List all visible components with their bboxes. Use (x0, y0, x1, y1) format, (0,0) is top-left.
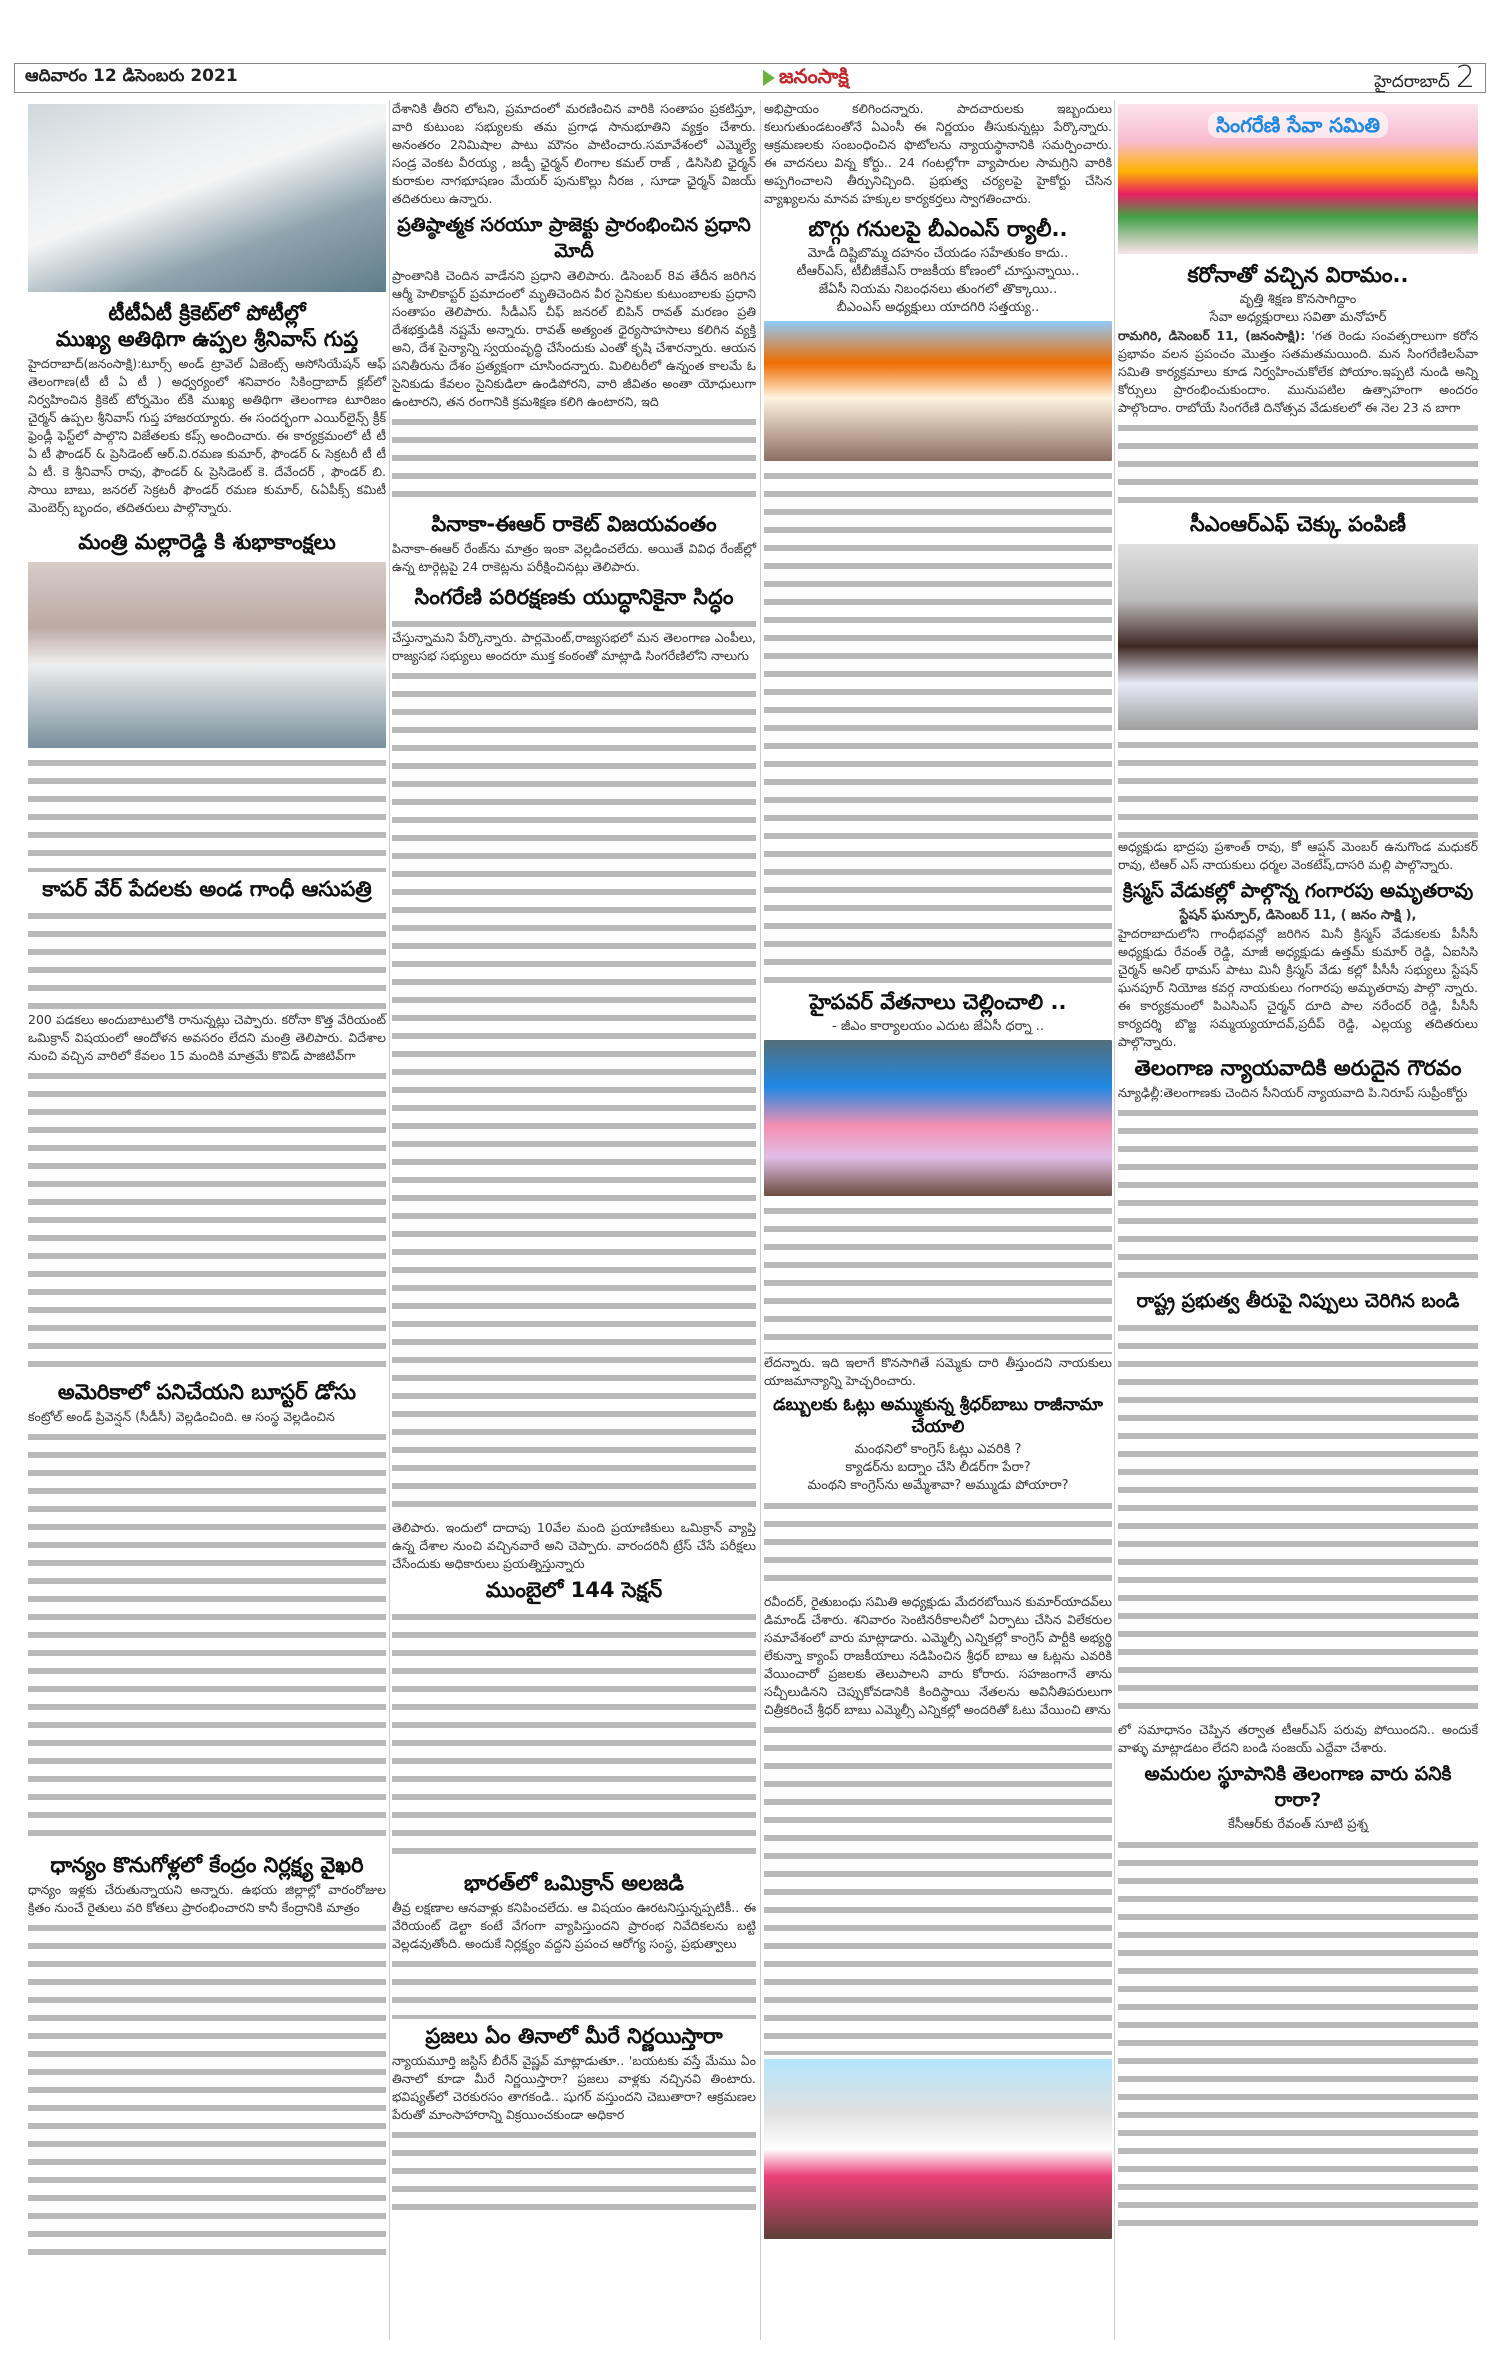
subheading: - జీఎం కార్యాలయం ఎదుట జేఏసీ ధర్నా .. (832, 1019, 1044, 1034)
minister-greeting-photo (28, 562, 386, 748)
subheading: జేఏసీ నియమ నిబంధనలు తుంగలో తొక్కాయి.. (818, 282, 1058, 297)
article-body (392, 540, 756, 580)
column-1 (28, 0, 386, 2261)
headline-bandi-sanjay: రాష్ట్ర ప్రభుత్వ తీరుపై నిప్పులు చెరిగిన బండి (1136, 1290, 1460, 1312)
article-body (1118, 1317, 1478, 1757)
headline-corona-break: కరోనాతో వచ్చిన విరామం.. (1187, 263, 1409, 287)
article-text: దేశానికి తీరని లోటని, ప్రమాదంలో మరణించిన వారికి సంతాపం ప్రకటిస్తూ, వారి కుటుంబ సభ్యులకు తమ ప్రగాఢ సానుభూతిని వ్యక్తం చేశారు. అనంతరం 2నిమిషాల పాటు మౌనం పాటించారు.సమావేశంలో ఎమ్మెల్యే సండ్ర వెంకట వీరయ్య , జడ్పీ ఛైర్మన్ లింగాల కమల్ రాజ్ , డిసిసిబి ఛైర్మన్ కురాకుల నాగభూషణం మేయర్ పునుకొల్లు నీరజ , సూడా ఛైర్మన్ విజయ్ తదితరులు ఉన్నారు. (392, 101, 756, 206)
text-lines (764, 1721, 1112, 2055)
article-body (1118, 734, 1478, 874)
article-body (1118, 1084, 1478, 1284)
text-lines (764, 1202, 1112, 1354)
subheadings (764, 1441, 1112, 1495)
article-text: ప్రాంతానికి చెందిన వాడేనని ప్రధాని తెలిపారు. డిసెంబర్ 8వ తేదీన జరిగిన ఆర్మీ హెలికాప్టర్ ప్రమాదంలో మృతిచెందిన వీర సైనికుల కుటుంబాలకు ప్రధాని సంతాపం తెలిపారు. సీడీఎస్ చీఫ్ జనరల్ బిపిన్ రావత్ మరణం ప్రతి దేశభక్తుడికి నష్టమే అన్నారు. రావత్ అత్యంత ధైర్యసాహసాలు కలిగిన వ్యక్తి అని, దేశ సైన్యాన్ని స్వయంవృద్ధి చేసేందుకు ఎంతో కృషి చేశారన్నారు. ఆయన పనితీరును దేశం ప్రత్యక్షంగా చూసిందన్నారు. మిలిటరీలో ఉన్నంత కాలమే ఓ సైనికుడు కేవలం సైనికుడిలా ఉండిపోరని, వారి జీవితం అంతా యోధులుగా ఉంటారని, తన రంగానికి క్రమశిక్షణ కలిగి ఉంటారని, ఇది (392, 268, 756, 409)
article-body (28, 355, 386, 525)
subheading: క్యాడర్‌ను బద్నాం చేసి లీడర్‌గా పేరా? (845, 1460, 1031, 1475)
subheadings (1118, 291, 1478, 327)
article-body (764, 1200, 1112, 1390)
article-body (392, 613, 756, 1573)
headline-booster-dose: అమెరికాలో పనిచేయని బూస్టర్ డోసు (57, 1380, 357, 1404)
seva-samithi-photo (1118, 104, 1478, 254)
subheading: సేవా అధ్యక్షురాలు సవితా మనోహర్ (1209, 310, 1387, 325)
text-lines (764, 1497, 1112, 1593)
article-body (392, 1899, 756, 2019)
text-lines (392, 667, 756, 1519)
logo-text: జనంసాక్షి (778, 63, 849, 88)
article-body (1118, 327, 1478, 507)
headline-omicron-india: భారత్‌లో ఒమిక్రాన్ అలజడి (464, 1871, 684, 1895)
headline-food-choice: ప్రజలు ఏం తినాలో మీరే నిర్ణయిస్తారా (425, 2024, 723, 2048)
article-text: తీవ్ర లక్షణాల ఆనవాళ్లు కనిపించలేదు. ఆ విషయం ఊరటనిస్తున్నప్పటికీ.. ఈ వేరియంట్ డెల్టా కంటే వేగంగా వ్యాపిస్తుందని ప్రారంభ నివేదికలను బట్టి వెల్లడవుతోంది. అందుకే నిర్లక్ష్యం వద్దని ప్రపంచ ఆరోగ్య సంస్థ, ప్రభుత్వాలు (392, 1900, 756, 1951)
article-text: కంట్రోల్ అండ్ ప్రివెన్షన్ (సీడీసీ) వెల్లడించింది. ఆ సంస్థ వెల్లడించిన (28, 1409, 335, 1424)
headline-bms-rally: బొగ్గు గనులపై బీఎంఎస్ ర్యాలీ.. (808, 217, 1068, 241)
subheading: వృత్తి శిక్షణ కొనసాగిద్దాం (1239, 292, 1357, 307)
article-body (28, 752, 386, 872)
article-text: న్యూఢిల్లీ:తెలంగాణకు చెందిన సీనియర్ న్యాయవాది పి.నిరూప్ సుప్రీంకోర్టు (1118, 1085, 1468, 1100)
article-body (392, 2052, 756, 2212)
text-lines (1118, 1104, 1478, 1284)
press-meet-photo (764, 2059, 1112, 2239)
dateline: రామగిరి, డిసెంబర్ 11, (జనంసాక్షి): (1118, 328, 1306, 343)
subheading: మంథని కాంగ్రెస్‌ను అమ్మేశావా? అమ్ముడు పోయారా? (807, 1478, 1069, 1493)
article-text: 'గత రెండు సంవత్సరాలుగా కరోన ప్రభావం వలన ప్రపంచం మొత్తం సతమతమయింది. మన సింగరేణిలసేవా సమితి కార్యక్రమాలు కూడ నిర్వహించుకోలేక పోయాం.ఇప్పటి నుండి అన్ని కోర్సులు ప్రారంభించుకుందాం. మునుపటిల ఉత్సాహంగా అందరం పాల్గొందాం. రాబోయే సింగరేణి దినోత్సవ వేడుకలలో ఈ నెల 23 న బాగా (1118, 328, 1479, 415)
jac-dharna-photo (764, 1040, 1112, 1196)
article-body (392, 1606, 756, 1866)
article-text: తెలిపారు. ఇందులో దాదాపు 10వేల మంది ప్రయాణికులు ఒమిక్రాన్ వ్యాప్తి ఉన్న దేశాల నుంచి వచ్చినవారే అని చెప్పారు. వారందరినీ ట్రేస్ చేసే పరీక్షలు చేసేందుకు అధికారులు ప్రయత్నిస్తున్నారు (392, 1520, 756, 1571)
subheading: కేసీఆర్‌కు రేవంత్ సూటి ప్రశ్న (1228, 1817, 1368, 1832)
article-body (764, 465, 1112, 985)
article-text: న్యాయమూర్తి జస్టిస్ బీరేన్ వైష్ణవ్ మాట్లాడుతూ.. 'బయటకు వస్తే మేము ఏం తినాలో కూడా మీరే నిర్ణయిస్తారా? ప్రజలు వాళ్లకు నచ్చినవి తింటారు. భవిష్యత్‌లో చెరకురసం తాగకండి.. షుగర్ వస్తుందని చెబుతారా? ఆక్రమణల పేరుతో మాంసాహారాన్ని విక్రయించకుండా అధికార (392, 2053, 756, 2122)
cmrf-cheque-photo (1118, 544, 1478, 730)
text-lines (764, 467, 1112, 985)
article-text: అధ్యక్షుడు భాద్రపు ప్రశాంత్ రావు, కో ఆప్షన్ మెంబర్ ఉనుగొండ మధుకర్ రావు, టిఆర్ ఎస్ నాయకులు ధర్మల వెంకటేష్,దాసరి మల్లి పాల్గొన్నారు. (1118, 839, 1478, 872)
headline-line-1: టీటీఏటీ క్రికెట్‌లో పోటీల్లో (108, 301, 306, 325)
article-body (392, 100, 756, 208)
headline-cmrf-cheque: సీఎంఆర్ఎఫ్ చెక్కు పంపిణీ (1190, 512, 1406, 536)
headline-sridhar-babu: డబ్బులకు ఓట్లు అమ్ముకున్న శ్రీధర్‌బాబు రాజీనామా చేయాలి (773, 1395, 1103, 1437)
article-text: 200 పడకలు అందుబాటులోకి రానున్నట్లు చెప్పారు. కరోనా కొత్త వేరియంట్ ఒమిక్రాన్ విషయంలో ఆందోళన అవసరం లేదని మంత్రి తెలిపారు. విదేశాల నుంచి వచ్చిన వారిలో కేవలం 15 మందికి మాత్రమే కొవిడ్ పాజిటివ్‌గా (28, 1012, 386, 1063)
headline-pinaka-rocket: పినాకా-ఈఆర్ రాకెట్ విజయవంతం (431, 512, 717, 536)
subheadings (764, 245, 1112, 317)
headline-grain-procurement: ధాన్యం కొనుగోళ్లలో కేంద్రం నిర్లక్ష్య వైఖరి (50, 1853, 364, 1877)
headline-ttat-cricket (28, 300, 386, 352)
text-lines (28, 754, 386, 872)
text-lines (1118, 736, 1478, 838)
article-text: లో సమాధానం చెప్పిన తర్వాత టీఆర్ఎస్ పరువు పోయిందని.. అందుకే వాళ్ళు మాట్లాడటం లేదని బండి సంజయ్ ఎద్దేవా చేశారు. (1118, 1722, 1478, 1755)
column-2 (392, 0, 756, 2212)
article-body (764, 1495, 1112, 2055)
column-4 (1118, 0, 1478, 2234)
article-body (1118, 1834, 1478, 2234)
issue-date: ఆదివారం 12 డిసెంబరు 2021 (25, 66, 238, 86)
subheading: మంథనిలో కాంగ్రెస్ ఓట్లు ఎవరికి ? (854, 1442, 1022, 1457)
photo-banner: సింగరేణి సేవా సమితి (1208, 112, 1388, 138)
text-lines (28, 907, 386, 1011)
headline-high-power-wages: హైపవర్ వేతనాలు చెల్లించాలి .. (809, 990, 1067, 1014)
article-body (392, 267, 756, 507)
article-text: రవీందర్, రైతుబంధు సమితి అధ్యక్షుడు మేదరబోయిన కుమార్‌యాదవ్‌లు డిమాండ్ చేశారు. శనివారం సెంటినరీకాలనీలో ఏర్పాటు చేసిన విలేకరుల సమావేశంలో వారు మాట్లాడారు. ఎమ్మెల్సీ ఎన్నికల్లో కాంగ్రెస్ పార్టీకి అభ్యర్థి లేకున్నా క్యాంప్ రాజకీయాలు నడిపించిన శ్రీధర్ బాబు ఆ ఓట్లను ఎవరికి వేయించారో ప్రజలకు తెలుపాలని వారు కోరారు. సహజంగానే తాను సచ్చీలుడినని చెప్పుకోవడానికి కిందిస్థాయి నేతలను అవినీతిపరులుగా చిత్రీకరించే శ్రీధర్ బాబు ఎమ్మెల్సీ ఎన్నికల్లో అందరితో ఓటు వేయించి తాను (764, 1594, 1112, 1717)
article-body (28, 905, 386, 1375)
headline-line-2: ముఖ్య అతిథిగా ఉప్పల శ్రీనివాస్ గుప్త (55, 327, 359, 351)
edition-city: హైదరాబాద్ (1374, 72, 1450, 92)
article-body (28, 1881, 386, 2261)
article-text: హైదరాబాదులోని గాంధీభవన్లో జరిగిన మినీ క్రిస్మస్ వేడుకలకు పీసీసీ అధ్యక్షుడు రేవంత్ రెడ్డి, మాజీ అధ్యక్షుడు ఉత్తమ్ కుమార్ రెడ్డి, ఏఐసిసి చైర్మన్ అనిల్ థామస్ పాటు మినీ క్రిస్మస్ వేడు కల్లో పీసీసీ సభ్యులు స్టేషన్ ఘనపూర్ నియోజ కవర్గ నాయకులు గంగారపు అమృతరావు పాల్గొ న్నారు. ఈ కార్యక్రమంలో పిఎసిఎస్ చైర్మన్ దూది పాల నరేందర్ రెడ్డి, పీసీసీ కార్యదర్శి బొజ్జ సమ్మయ్యయాదవ్,ప్రదీప్ రెడ్డి, ఎల్లయ్య తదితరులు పాల్గొన్నారు. (1118, 926, 1478, 1049)
headline-mumbai-section-144: ముంబైలో 144 సెక్షన్ (485, 1578, 663, 1602)
article-body (28, 1408, 386, 1848)
text-lines (1118, 1319, 1478, 1721)
subheading: టీఆర్ఎస్, టీబీజీకేఎస్ రాజకీయ కోణంలో చూస్తున్నాయి.. (796, 264, 1080, 279)
article-body (1118, 925, 1478, 1051)
article-body (764, 100, 1112, 212)
article-text: పినాకా-ఈఆర్ రేంజ్‌ను మాత్రం ఇంకా వెల్లడించలేదు. అయితే వివిధ రేంజ్‌ల్లో ఉన్న టార్గెట్లపై 24 రాకెట్లను పరీక్షించినట్లు తెలిపారు. (392, 541, 756, 574)
headline-christmas: క్రిస్మస్ వేడుకల్లో పాల్గొన్న గంగారపు అమృతరావు (1122, 880, 1474, 902)
subheading: బీఎంఎస్ అధ్యక్షులు యాదగిరి సత్తయ్య.. (836, 300, 1040, 315)
text-lines (28, 1428, 386, 1848)
article-text: చేస్తున్నామని పేర్కొన్నారు. పార్లమెంట్,రాజ్యసభలో మన తెలంగాణ ఎంపీలు, రాజ్యసభ సభ్యులు అందరూ ముక్త కంఠంతో మాట్లాడి సింగరేణిలోని నాలుగు (392, 630, 756, 663)
column-3 (764, 0, 1112, 2243)
article-text: హైదరాబాద్(జనంసాక్షి):టూర్స్ అండ్ ట్రావెల్ ఏజెంట్స్ అసోసియేషన్ ఆఫ్ తెలంగాణ(టీ టీ ఏ టీ ) అధ్వర్యంలో శనివారం సికింద్రాబాద్ క్లబ్‌లో నిర్వహించిన క్రికెట్ టోర్నమెం ట్‌కి ముఖ్య అతిథిగా తెలంగాణ టూరిజం చైర్మన్ ఉప్పల శ్రీనివాస్ గుప్త హాజరయ్యారు. ఈ సందర్భంగా ఎయిర్‌లైన్స్ క్రీక్ ఫ్రెండ్లీ ఫెస్ట్‌లో పాల్గొని విజేతలకు కప్స్ అందించారు. ఈ కార్యక్రమంలో టీ టీ ఏ టీ ఫౌండర్ & ప్రెసిడెంట్ ఆర్.వి.రమణ కుమార్, ఫౌండర్ & సెక్రటరీ టీ టీ ఏ టీ. కె శ్రీనివాస్ రావు, ఫౌండర్ & ప్రెసిడెంట్ కె. దేవేందర్ , ఫౌండర్ బి. సాయి బాబు, జనరల్ సెక్రటరీ ఫౌండర్ రమణ కుమార్, &ఏపీక్స్ కమిటీ మెంబెర్స్ బృందం, తదితరులు పాల్గొన్నారు. (28, 356, 386, 515)
bms-rally-photo (764, 321, 1112, 461)
column-divider (1114, 100, 1115, 2340)
headline-lawyer-honour: తెలంగాణ న్యాయవాదికి అరుదైన గౌరవం (1134, 1056, 1462, 1080)
headline-mallareddy: మంత్రి మల్లారెడ్డి కి శుభాకాంక్షలు (78, 530, 336, 554)
headline-gandhi-hospital: కాపర్ వేర్ పేదలకు అండ గాంధీ ఆసుపత్రి (42, 877, 372, 901)
cricket-event-photo (28, 104, 386, 292)
text-lines (392, 1955, 756, 2019)
text-lines (28, 1067, 386, 1375)
column-divider (760, 100, 761, 2340)
text-lines (392, 615, 756, 629)
text-lines (1118, 419, 1478, 507)
text-lines (1118, 1836, 1478, 2234)
headline-martyrs-memorial: అమరుల స్థూపానికి తెలంగాణ వారు పనికి రారా? (1144, 1763, 1452, 1811)
article-text (1118, 327, 1478, 417)
headline-singareni-protection: సింగరేణి పరిరక్షణకు యుద్ధానికైనా సిద్ధం (414, 585, 734, 609)
text-lines (28, 1919, 386, 2261)
text-lines (392, 413, 756, 507)
text-lines (392, 1608, 756, 1866)
column-divider (389, 100, 390, 2340)
page-number: 2 (1455, 60, 1475, 95)
headline-sarayu-project: ప్రతిష్ఠాత్మక సరయూ ప్రాజెక్టు ప్రారంభించిన ప్రధాని మోదీ (397, 214, 751, 262)
text-lines (392, 2126, 756, 2212)
article-text: అభిప్రాయం కలిగిందన్నారు. పాదచారులకు ఇబ్బందులు కలుగుతుండటంతోనే ఏఎంసీ ఈ నిర్ణయం తీసుకున్నట్లు పేర్కొన్నారు. ఆక్రమణలకు సంబంధించిన ఫొటోలను న్యాయస్థానానికి సమర్పించారు. ఈ వాదనలు విన్న కోర్టు.. 24 గంటల్లోగా వ్యాపారుల సామగ్రిని వారికి అప్పగించాలని తీర్పునిచ్చింది. ప్రభుత్వ చర్యలపై హైకోర్టు చేసిన వ్యాఖ్యలను మానవ హక్కుల కార్యకర్తలు స్వాగతించారు. (764, 101, 1112, 206)
subheading: మోడీ దిష్టిబొమ్మ దహనం చేయడం సహేతుకం కాదు.. (807, 246, 1069, 261)
article-text: ధాన్యం ఇళ్లకు చేరుతున్నాయని అన్నారు. ఉభయ జిల్లాల్లో వారంరోజుల క్రితం నుంచే రైతులు వరి కోతలు ప్రారంభించారని కానీ కేంద్రానికి మాత్రం (28, 1882, 386, 1915)
dateline: స్టేషన్ ఘన్పూర్, డిసెంబర్ 11, ( జనం సాక్షి ), (1179, 908, 1417, 923)
article-text: లేదన్నారు. ఇది ఇలాగే కొనసాగితే సమ్మెకు దారి తీస్తుందని నాయకులు యాజమాన్యాన్ని హెచ్చరించారు. (764, 1355, 1112, 1388)
